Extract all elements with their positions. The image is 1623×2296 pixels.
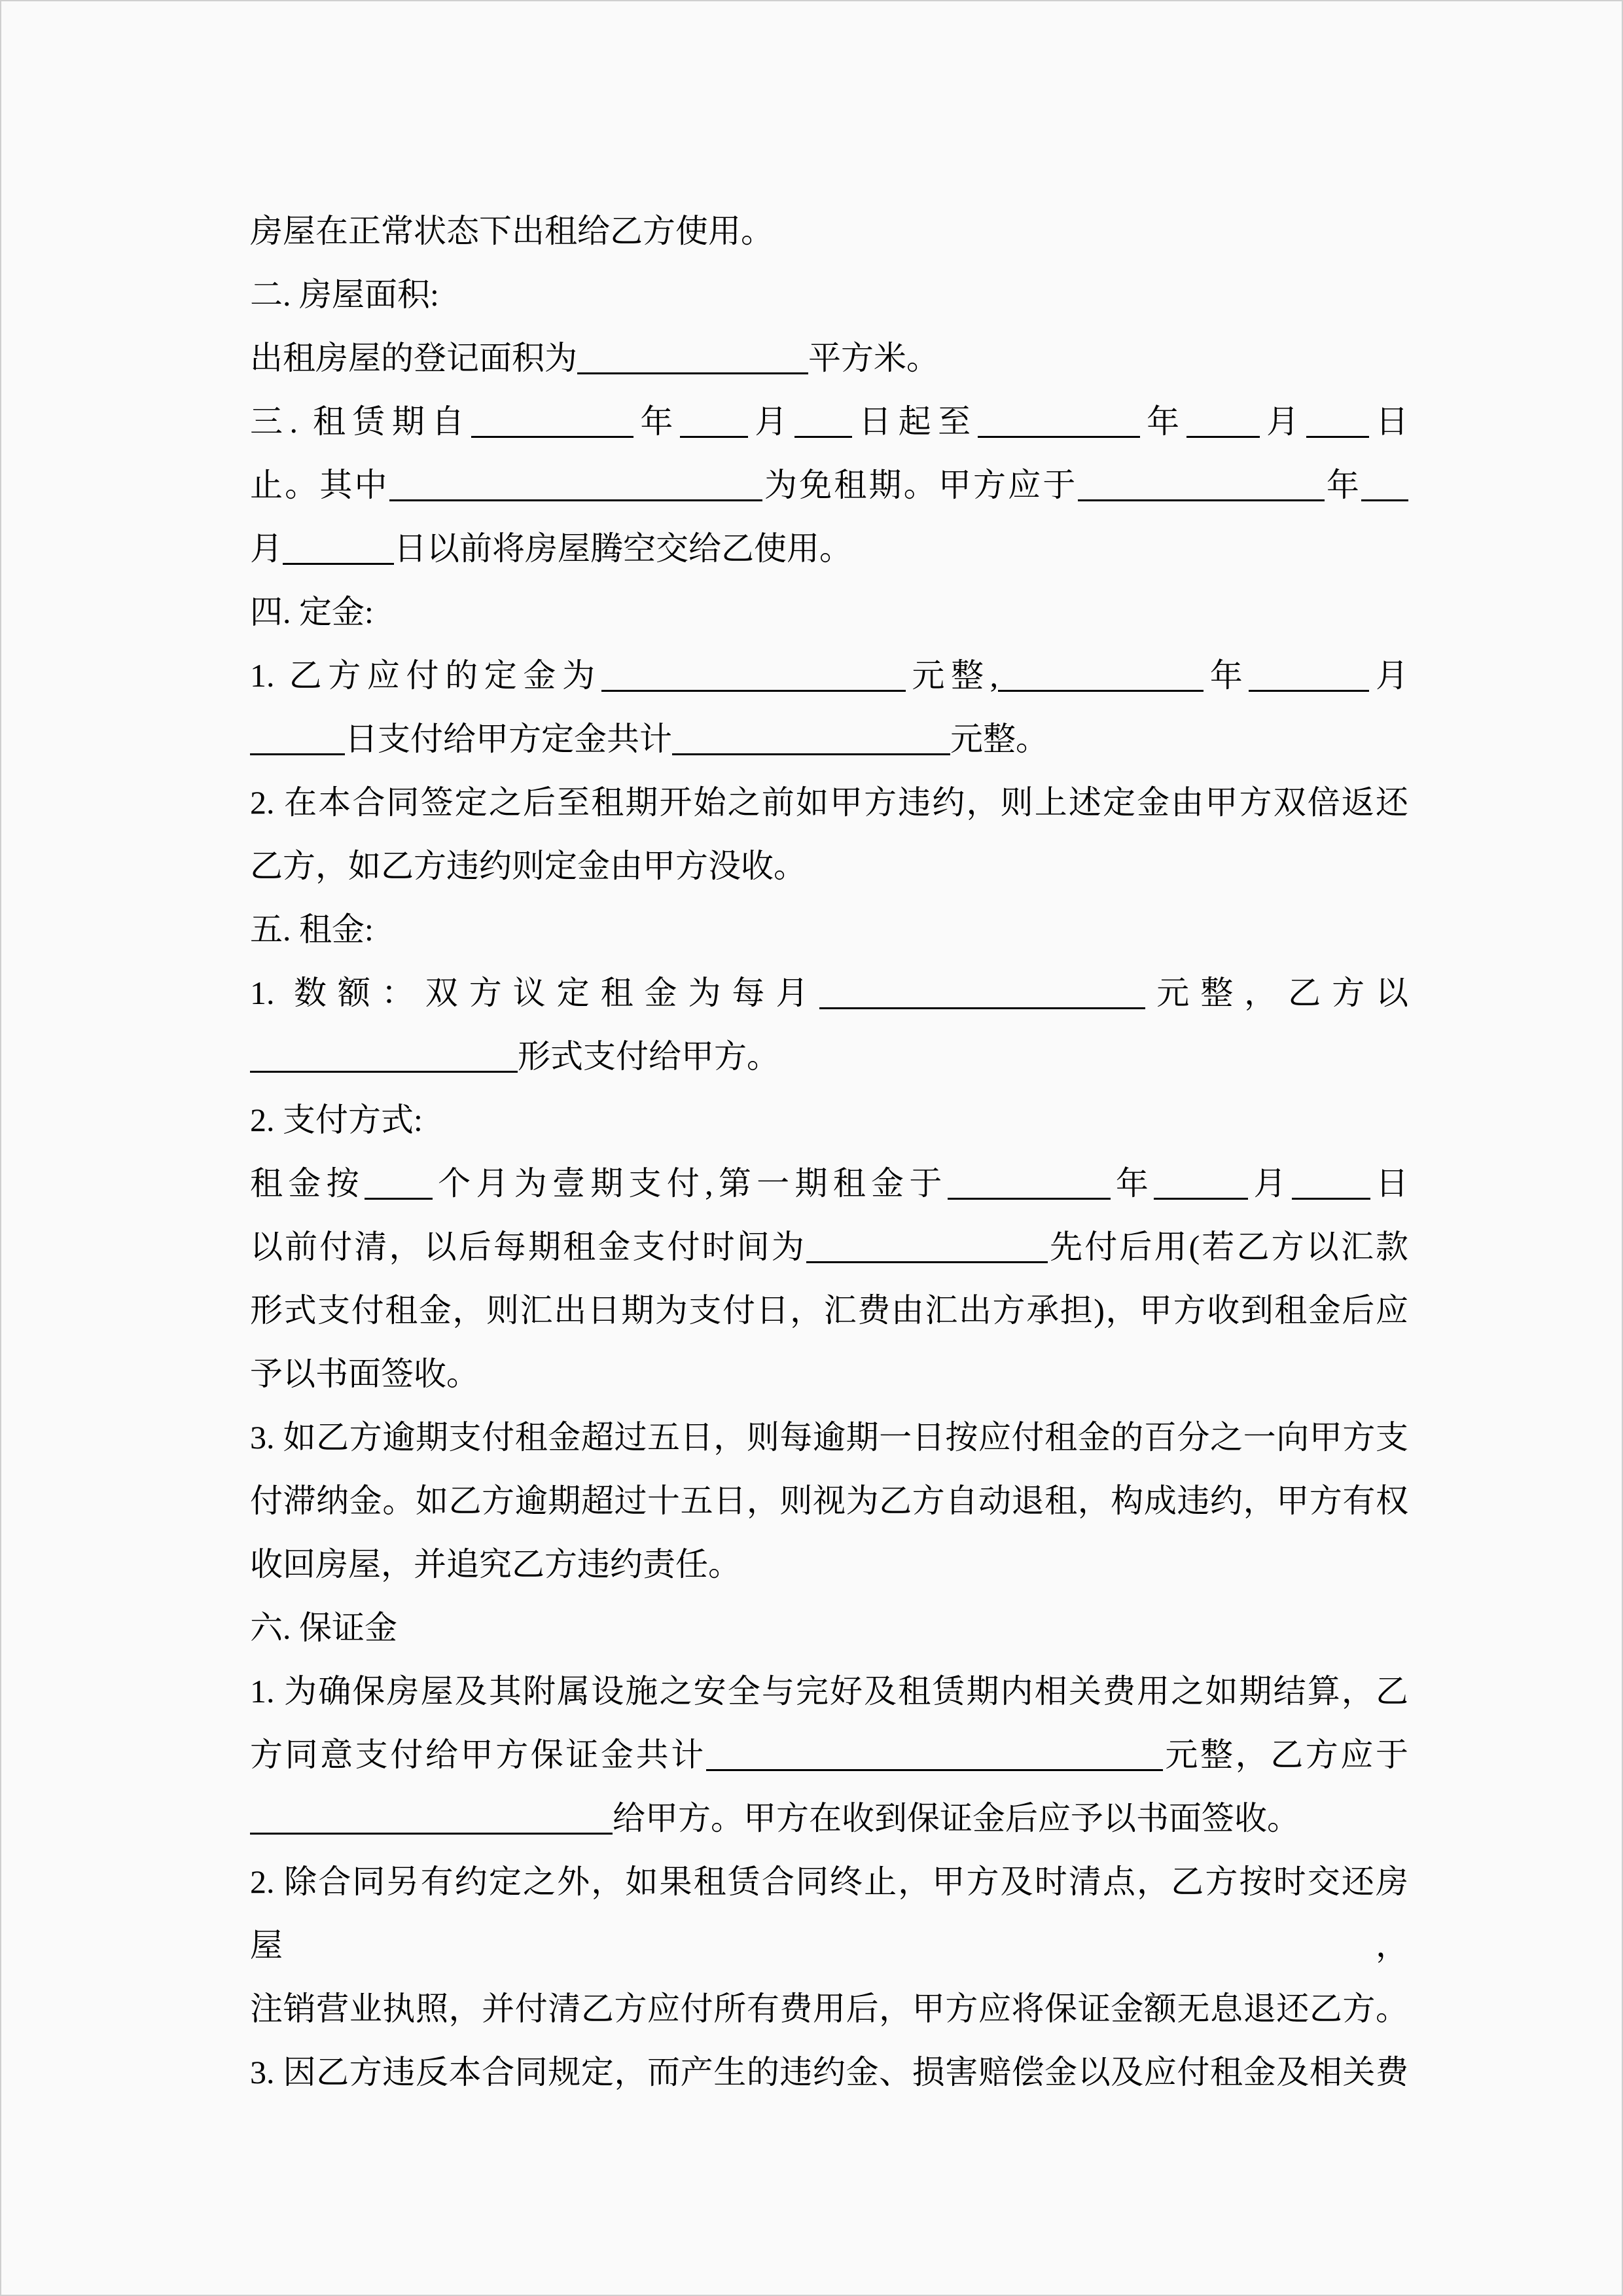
text-run: 元整，乙方应于: [1162, 1736, 1409, 1773]
blank-field: [1154, 1167, 1248, 1200]
contract-line: [250, 1152, 1408, 1215]
text-run: 注销营业执照，并付清乙方应付所有费用后，甲方应将保证金额无息退还乙方。: [250, 1990, 1408, 2027]
text-run: 月: [250, 530, 283, 567]
text-run: 日以前将房屋腾空交给乙使用。: [394, 530, 852, 567]
contract-line: [250, 1025, 1408, 1088]
contract-line: [250, 1406, 1408, 1469]
text-run: 日支付给甲方定金共计: [345, 721, 672, 757]
text-run: 五. 租金:: [250, 911, 374, 948]
text-run: 六. 保证金: [250, 1609, 397, 1646]
blank-field: [250, 1040, 518, 1073]
text-run: 付滞纳金。如乙方逾期超过十五日，则视为乙方自动退租，构成违约，甲方有权: [250, 1482, 1408, 1519]
blank-field: [1186, 405, 1260, 438]
contract-line: [250, 1596, 1408, 1660]
blank-field: [819, 977, 1145, 1009]
contract-line: [250, 1342, 1408, 1406]
text-run: 月: [1259, 403, 1306, 440]
text-run: 3. 如乙方逾期支付租金超过五日，则每逾期一日按应付租金的百分之一向甲方支: [250, 1419, 1408, 1456]
text-run: 平方米。: [808, 340, 939, 376]
blank-field: [577, 342, 808, 374]
blank-field: [389, 469, 762, 501]
contract-line: [250, 2041, 1408, 2104]
blank-field: [672, 723, 950, 755]
contract-line: [250, 644, 1408, 708]
text-run: 房屋在正常状态下出租给乙方使用。: [250, 213, 774, 249]
text-run: 2. 除合同另有约定之外，如果租赁合同终止，甲方及时清点，乙方按时交还房屋，: [250, 1863, 1408, 1964]
contract-line: [250, 327, 1408, 390]
contract-line: [250, 1660, 1408, 1723]
text-run: 日: [1370, 1165, 1409, 1202]
blank-field: [806, 1230, 1048, 1263]
text-run: 日: [1368, 403, 1409, 440]
contract-line: [250, 263, 1408, 327]
text-run: 为免租期。甲方应于: [762, 467, 1078, 503]
blank-field: [1361, 469, 1408, 501]
contract-line: [250, 961, 1408, 1025]
text-run: 日起至: [851, 403, 978, 440]
text-run: 以前付清，以后每期租金支付时间为: [250, 1229, 806, 1265]
text-run: 三. 租赁期自: [250, 403, 471, 440]
blank-field: [1292, 1167, 1370, 1200]
text-block: [250, 200, 1408, 2104]
text-run: 元整,: [905, 657, 999, 694]
text-run: 给甲方。甲方在收到保证金后应予以书面签收。: [613, 1800, 1300, 1837]
blank-field: [1306, 405, 1369, 438]
text-run: 二. 房屋面积:: [250, 276, 439, 313]
text-run: 3. 因乙方违反本合同规定，而产生的违约金、损害赔偿金以及应付租金及相关费: [250, 2054, 1408, 2090]
contract-line: [250, 1723, 1408, 1787]
contract-line: [250, 708, 1408, 771]
text-run: 元整。: [950, 721, 1048, 757]
contract-line: [250, 1469, 1408, 1533]
text-run: 租金按: [250, 1165, 365, 1202]
contract-line: [250, 454, 1408, 517]
text-run: 年: [1139, 403, 1186, 440]
contract-line: [250, 1787, 1408, 1850]
contract-line: [250, 771, 1408, 834]
text-run: 个月为壹期支付,第一期租金于: [432, 1165, 948, 1202]
contract-line: [250, 1215, 1408, 1279]
blank-field: [1078, 469, 1325, 501]
blank-field: [794, 405, 852, 438]
text-run: 1. 数额：双方议定租金为每月: [250, 975, 820, 1011]
text-run: 年: [1204, 657, 1249, 694]
text-run: 先付后用(若乙方以汇款: [1047, 1229, 1408, 1265]
text-run: 形式支付给甲方。: [518, 1038, 779, 1075]
contract-line: [250, 1279, 1408, 1342]
text-run: 2. 支付方式:: [250, 1102, 423, 1138]
text-run: 止。其中: [250, 467, 389, 503]
text-run: 收回房屋，并追究乙方违约责任。: [250, 1546, 741, 1583]
blank-field: [680, 405, 748, 438]
text-run: 2. 在本合同签定之后至租期开始之前如甲方违约，则上述定金由甲方双倍返还: [250, 784, 1408, 821]
text-run: 年: [1324, 467, 1361, 503]
blank-field: [250, 723, 345, 755]
text-run: 月: [1248, 1165, 1292, 1202]
text-run: 乙方，如乙方违约则定金由甲方没收。: [250, 848, 806, 884]
text-run: 予以书面签收。: [250, 1355, 479, 1392]
blank-field: [706, 1738, 1163, 1771]
blank-field: [978, 405, 1140, 438]
blank-field: [471, 405, 633, 438]
contract-line: [250, 200, 1408, 263]
blank-field: [998, 659, 1204, 692]
contract-line: [250, 1977, 1408, 2041]
contract-line: [250, 1088, 1408, 1152]
text-run: 年: [1110, 1165, 1154, 1202]
text-run: 1. 为确保房屋及其附属设施之安全与完好及租赁期内相关费用之如期结算，乙: [250, 1673, 1408, 1710]
text-run: 1. 乙方应付的定金为: [250, 657, 601, 694]
text-run: 方同意支付给甲方保证金共计: [250, 1736, 706, 1773]
text-run: 出租房屋的登记面积为: [250, 340, 577, 376]
blank-field: [283, 532, 394, 565]
text-run: 年: [633, 403, 680, 440]
text-run: 四. 定金:: [250, 594, 374, 630]
contract-line: [250, 581, 1408, 644]
contract-line: [250, 517, 1408, 581]
blank-field: [250, 1802, 613, 1835]
blank-field: [948, 1167, 1111, 1200]
blank-field: [1249, 659, 1369, 692]
blank-field: [601, 659, 906, 692]
contract-line: [250, 1533, 1408, 1596]
text-run: 形式支付租金，则汇出日期为支付日，汇费由汇出方承担)，甲方收到租金后应: [250, 1292, 1408, 1329]
text-run: 元整，乙方以: [1145, 975, 1409, 1011]
text-run: 月: [1369, 657, 1409, 694]
contract-line: [250, 898, 1408, 961]
text-run: 月: [747, 403, 794, 440]
contract-line: [250, 834, 1408, 898]
contract-line: [250, 1850, 1408, 1977]
blank-field: [365, 1167, 433, 1200]
contract-line: [250, 390, 1408, 454]
